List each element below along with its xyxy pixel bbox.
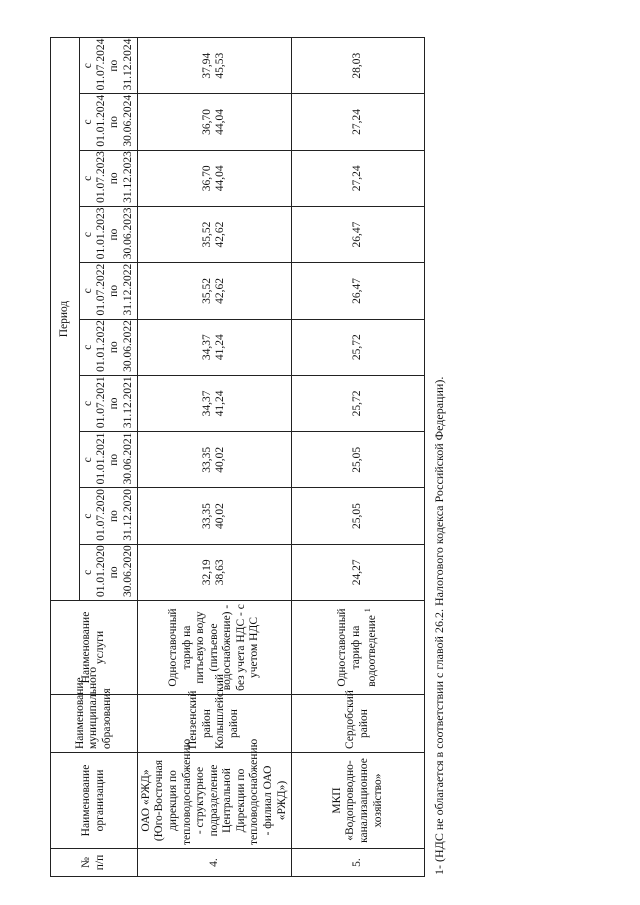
value-cell: 36,70 44,04 — [137, 150, 291, 206]
value-cell: 36,70 44,04 — [137, 94, 291, 150]
row-service: Одноставочный тариф на водоотведение $^1$ — [292, 601, 425, 695]
header-period: Период — [51, 38, 80, 601]
rotated-table-wrapper — [50, 27, 470, 877]
value-cell: 27,24 — [292, 94, 425, 150]
header-num: № п/п — [51, 849, 138, 877]
footnote: 1- (НДС не облагается в соответствии с главой 26.2. Налогового кодекса Российской Федерации). — [432, 376, 446, 875]
header-row-1 — [51, 38, 80, 877]
value-cell: 32,19 38,63 — [137, 544, 291, 600]
table-row — [292, 38, 425, 877]
value-cell: 27,24 — [292, 150, 425, 206]
period-9: с 01.07.2024 по 31.12.2024 — [80, 38, 138, 94]
period-5: с 01.07.2022 по 31.12.2022 — [80, 263, 138, 319]
period-3: с 01.07.2021 по 31.12.2021 — [80, 375, 138, 431]
value-cell: 25,05 — [292, 488, 425, 544]
row-muni: Пензенский район Колышлейский район — [137, 695, 291, 753]
row-num: 4. — [137, 849, 291, 877]
value-cell: 33,35 40,02 — [137, 488, 291, 544]
header-service: Наименование услуги — [51, 601, 138, 695]
period-2: с 01.01.2021 по 30.06.2021 — [80, 432, 138, 488]
header-muni: Наименование муниципального образования — [51, 695, 138, 753]
value-cell: 28,03 — [292, 38, 425, 94]
period-8: с 01.01.2024 по 30.06.2024 — [80, 94, 138, 150]
value-cell: 25,05 — [292, 432, 425, 488]
row-org: МКП «Водопроводно-канализационное хозяйство» — [292, 753, 425, 849]
header-org: Наименование организации — [51, 753, 138, 849]
value-cell: 33,35 40,02 — [137, 432, 291, 488]
footnote-marker: 1 — [363, 608, 373, 613]
value-cell: 25,72 — [292, 375, 425, 431]
tariff-table — [50, 37, 425, 877]
period-4: с 01.01.2022 по 30.06.2022 — [80, 319, 138, 375]
value-cell: 25,72 — [292, 319, 425, 375]
period-1: с 01.07.2020 по 31.12.2020 — [80, 488, 138, 544]
value-cell: 37,94 45,53 — [137, 38, 291, 94]
period-7: с 01.07.2023 по 31.12.2023 — [80, 150, 138, 206]
period-0: с 01.01.2020 по 30.06.2020 — [80, 544, 138, 600]
value-cell: 26,47 — [292, 263, 425, 319]
value-cell: 34,37 41,24 — [137, 375, 291, 431]
period-6: с 01.01.2023 по 30.06.2023 — [80, 206, 138, 262]
row-org: ОАО «РЖД» (Юго-Восточная дирекция по тепловодоснабжению - структурное подразделение Центральной Дирекции по тепловодоснабжению - филиал ОАО «РЖД») — [137, 753, 291, 849]
value-cell: 34,37 41,24 — [137, 319, 291, 375]
row-muni: Сердобский район — [292, 695, 425, 753]
value-cell: 35,52 42,62 — [137, 206, 291, 262]
table-row — [137, 38, 291, 877]
row-num: 5. — [292, 849, 425, 877]
value-cell: 35,52 42,62 — [137, 263, 291, 319]
row-service: Одноставочный тариф на питьевую воду (питьевое водоснабжение) - без учета НДС - с учетом НДС — [137, 601, 291, 695]
value-cell: 26,47 — [292, 206, 425, 262]
value-cell: 24,27 — [292, 544, 425, 600]
